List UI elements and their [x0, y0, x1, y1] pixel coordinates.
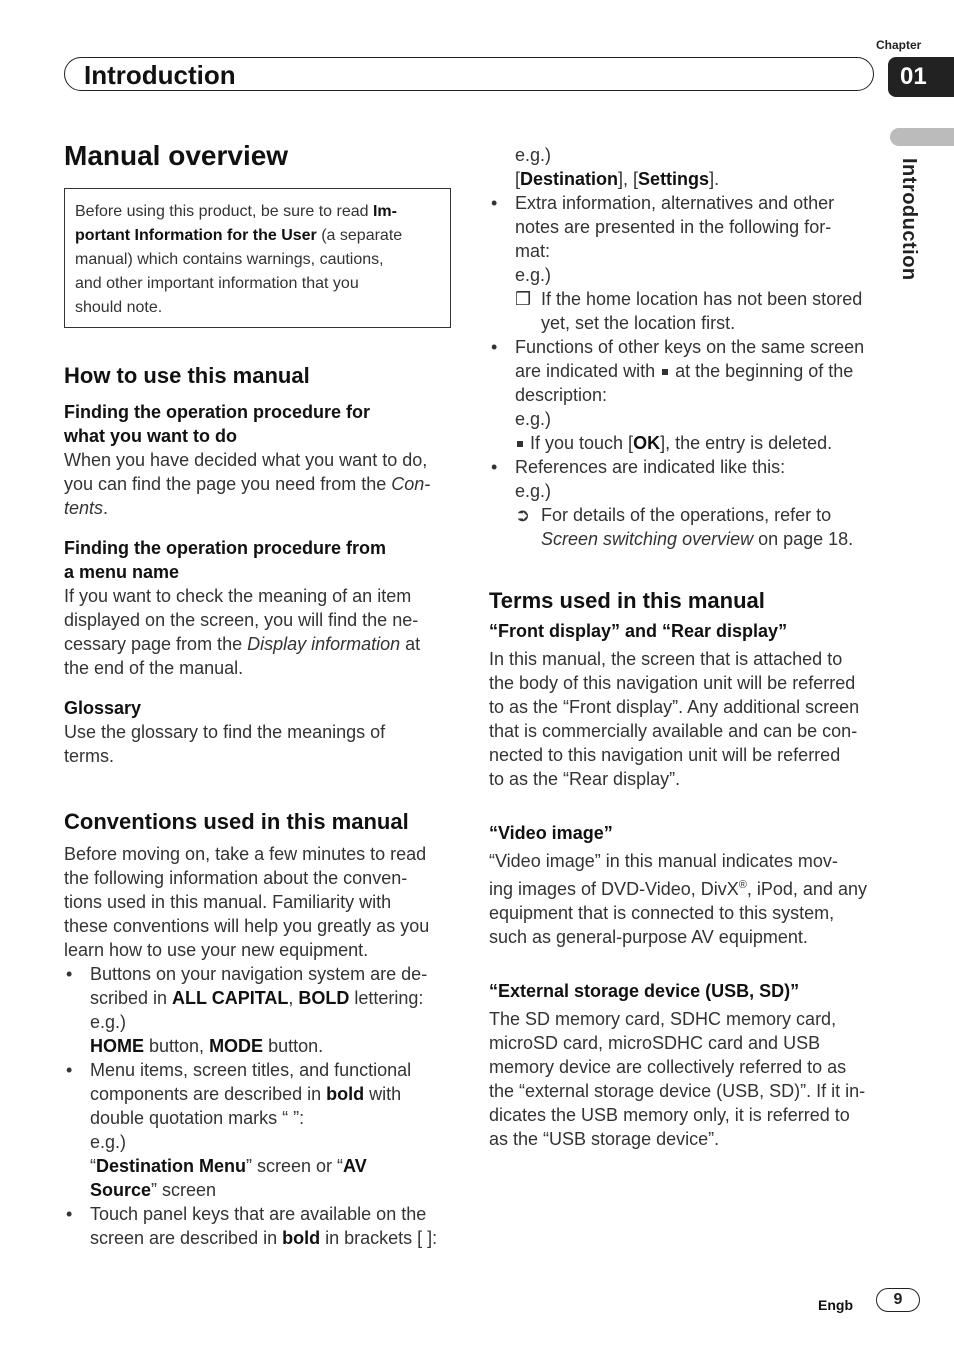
language-label: Engb	[818, 1297, 853, 1313]
arrow-icon: ➲	[515, 505, 531, 525]
paragraph: If you want to check the meaning of an item displayed on the screen, you will find the ne- cessary page from the Display information at the end of the manual.	[64, 586, 421, 678]
list-item: • Buttons on your navigation system are de- scribed in ALL CAPITAL, BOLD lettering: e.g.) HOME button, MODE button.	[64, 962, 456, 1058]
page-title: Manual overview	[64, 140, 289, 171]
example: e.g.) [Destination], [Settings].	[515, 145, 720, 189]
side-tab-label: Introduction	[898, 158, 920, 281]
chapter-label: Chapter	[876, 38, 922, 52]
list-item: • Functions of other keys on the same screen are indicated with at the beginning of the description: e.g.) If you touch [OK], the entry is deleted.	[489, 335, 881, 455]
paragraph: In this manual, the screen that is attached to the body of this navigation unit will be referred to as the “Front display”. Any additional screen that is commercially available and can be con- nected to this navigation unit will be referred to as the “Rear display”.	[489, 649, 860, 789]
subheading-menu-name: Finding the operation procedure from a menu name	[64, 538, 387, 582]
square-bullet-icon	[662, 369, 668, 375]
how-to-use-heading: How to use this manual	[64, 363, 310, 388]
page-number: 9	[876, 1288, 920, 1312]
chapter-number: 01	[888, 57, 954, 97]
reference-example: ➲ For details of the operations, refer to Screen switching overview on page 18.	[515, 505, 854, 549]
conventions-heading: Conventions used in this manual	[64, 809, 409, 834]
list-item: • References are indicated like this: e.g.)	[489, 455, 881, 503]
paragraph: The SD memory card, SDHC memory card, microSD card, microSDHC card and USB memory device are collectively referred to as the “external storage device (USB, SD)”. If it in- dicates the USB memory only, it is referred to as the “USB storage device”.	[489, 1009, 866, 1149]
left-column	[64, 362, 456, 1250]
paragraph: When you have decided what you want to do, you can find the page you need from the Con- tents.	[64, 450, 431, 518]
list-item: • Touch panel keys that are available on the screen are described in bold in brackets [ ]:	[64, 1202, 456, 1250]
subheading-glossary: Glossary	[64, 698, 142, 718]
list-item: • Extra information, alternatives and other notes are presented in the following for- mat: e.g.)	[489, 191, 881, 287]
paragraph: “Video image” in this manual indicates mov- ing images of DVD-Video, DivX®, iPod, and any equipment that is connected to this system, such as general-purpose AV equipment.	[489, 851, 867, 947]
list-item: • Menu items, screen titles, and functional components are described in bold with double quotation marks “ ”: e.g.) “Destination Menu” screen or “AV Source” screen	[64, 1058, 456, 1202]
section-title: Introduction	[84, 60, 236, 90]
subheading-video-image: “Video image”	[489, 823, 613, 843]
checkbox-icon: ❒	[515, 289, 532, 309]
subheading-procedure: Finding the operation procedure for what you want to do	[64, 402, 370, 446]
paragraph: Use the glossary to find the meanings of terms.	[64, 722, 386, 766]
note-example: ❒ If the home location has not been stored yet, set the location first.	[515, 289, 863, 333]
important-note-box: Before using this product, be sure to read Im- portant Information for the User (a separate manual) which contains warnings, cautions, and other important information that you should note.	[64, 188, 451, 328]
paragraph: Before moving on, take a few minutes to read the following information about the conven- tions used in this manual. Familiarity with these conventions will help you greatly as you learn how to use your new equipment.	[64, 844, 430, 960]
subheading-front-rear: “Front display” and “Rear display”	[489, 621, 788, 641]
terms-heading: Terms used in this manual	[489, 588, 765, 613]
subheading-external-storage: “External storage device (USB, SD)”	[489, 981, 800, 1001]
right-column	[489, 143, 881, 1151]
square-bullet-icon	[517, 441, 523, 447]
side-tab	[890, 128, 954, 146]
